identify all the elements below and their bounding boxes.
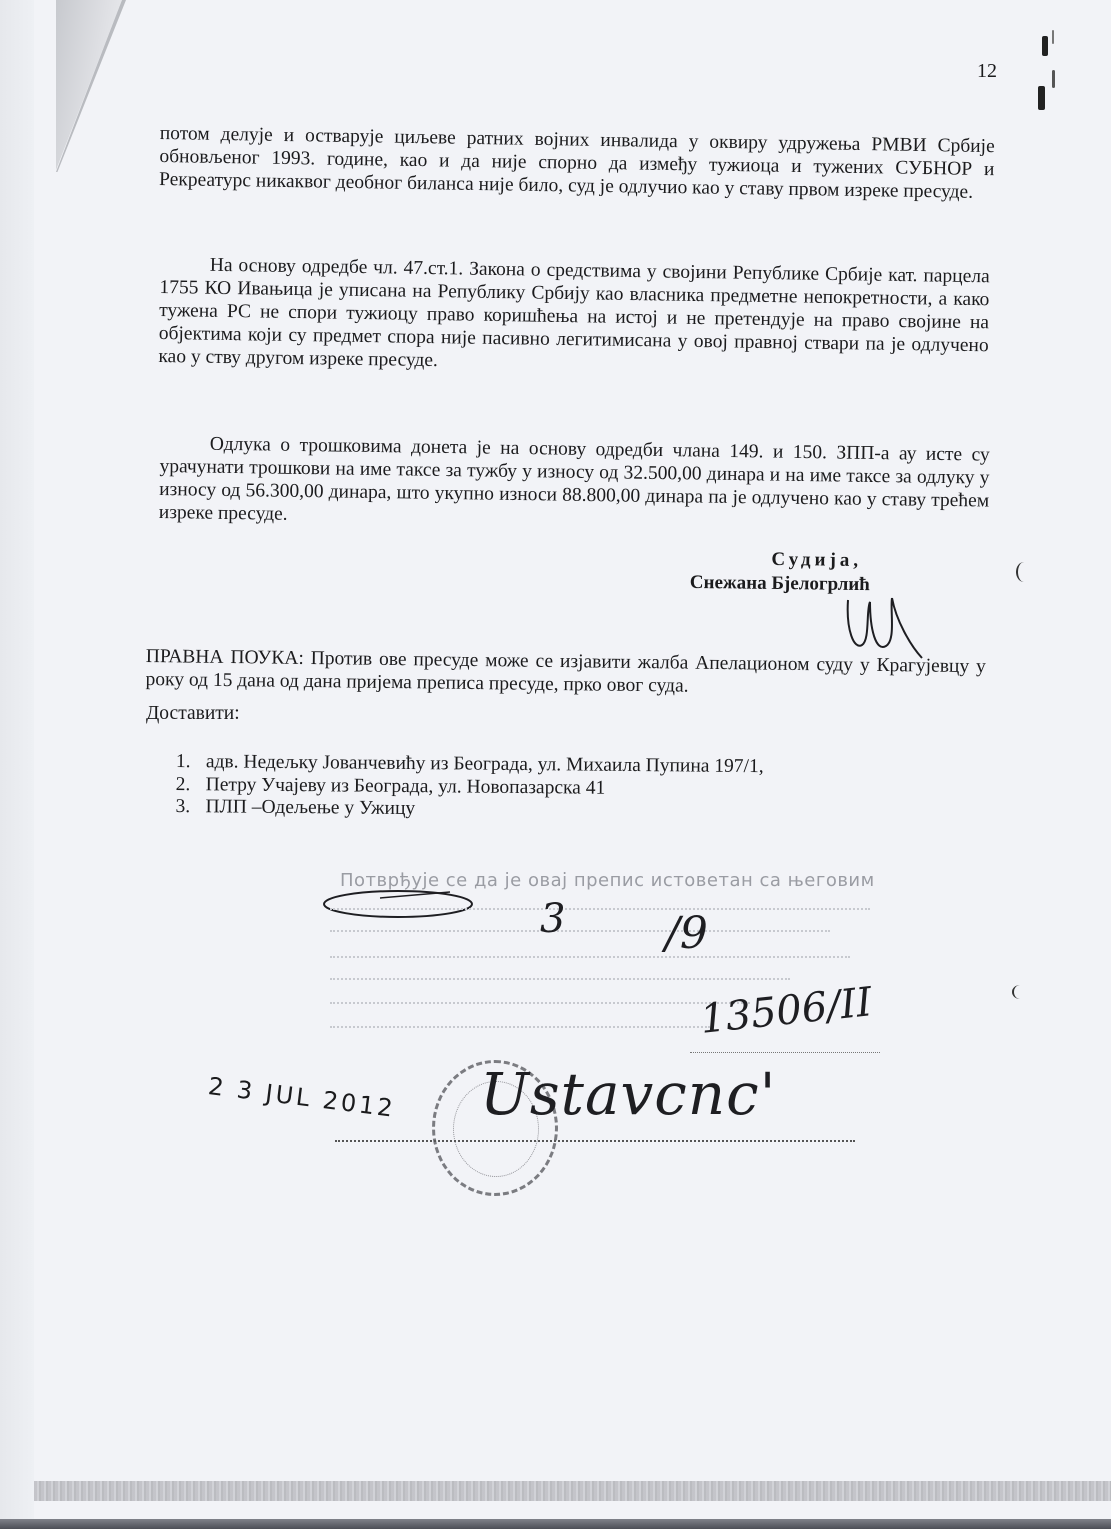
- edge-binding-marks: [1030, 20, 1060, 120]
- legal-advice: ПРАВНА ПОУКА: Против ове пресуде може се изјавити жалба Апелационом суду у Крагујевцу у року од 15 дана од дана пријема преписа пресуде, прко овог суда.: [145, 645, 986, 697]
- paragraph-reasoning-continued: потом делује и остварује циљеве ратних војних инвалида у оквиру удружења РМВИ Србије обновљеног 1993. године, као и да није спорно да између тужиоца и тужених СУБНОР и Рекреатурс никаквог деобног биланса није било, суд је одлучио као у ставу првом изреке пресуде.: [158, 122, 995, 203]
- stamp-heading: Потврђује се да је овај препис истоветан са његовим: [340, 870, 875, 891]
- judge-handwritten-signature: [840, 590, 930, 660]
- recipient-item: 3. ПЛП –Одељење у Ужицу: [175, 795, 416, 820]
- scan-bottom-edge: [0, 1519, 1111, 1529]
- signature-line: [335, 1140, 855, 1142]
- date-stamp: 2 3 JUL 2012: [206, 1072, 398, 1123]
- certification-stamp: [320, 860, 880, 1060]
- scan-left-margin: [0, 0, 35, 1529]
- handwritten-month: /9: [665, 908, 708, 959]
- handwritten-case-number: 13506/II: [698, 979, 875, 1043]
- recipient-item: 1. адв. Недељку Јованчевићу из Београда, ул. Михаила Пупина 197/1,: [175, 751, 764, 778]
- judge-name: Снежана Бјелогрлић: [689, 571, 870, 596]
- page-number: 12: [977, 60, 997, 82]
- certifier-signature: Ustavcnc': [480, 1060, 777, 1128]
- hole-punch-mark: [1016, 562, 1032, 582]
- handwritten-day: 3: [540, 896, 566, 942]
- number-underline: [690, 1052, 880, 1053]
- handwritten-oval-mark: [320, 886, 480, 926]
- scanner-artifact-band: [34, 1481, 1111, 1501]
- recipient-item: 2. Петру Учајеву из Београда, ул. Новопазарска 41: [175, 773, 606, 799]
- judge-title: Судија,: [771, 548, 863, 572]
- hole-punch-mark: [1012, 985, 1028, 999]
- paragraph-costs-ruling: Одлука о трошковима донета је на основу одредби члана 149. и 150. ЗПП-а ау исте су урачунати трошкови на име таксе за тужбу у износу од 32.500,00 динара и на име таксе за одлуку у износу од 56.300,00 динара, што укупно износи 88.800,00 динара па је одлучено као у ставу трећем изреке пресуде.: [158, 433, 990, 525]
- deliver-to-label: Доставити:: [146, 703, 240, 724]
- paragraph-second-ruling: На основу одредбе чл. 47.ст.1. Закона о средствима у својини Републике Србије кат. парцела 1755 КО Ивањица је уписана на Републику Србију као власника предметне непокретности, а како тужена РС не спори тужиоцу право коришћења на истој и не претендује на право својине на објектима који су предмет спора није пасивно легитимисана у овој правној ствари па је одлучено као у ству другом изреке пресуде.: [158, 254, 990, 371]
- recipient-list: [175, 751, 763, 824]
